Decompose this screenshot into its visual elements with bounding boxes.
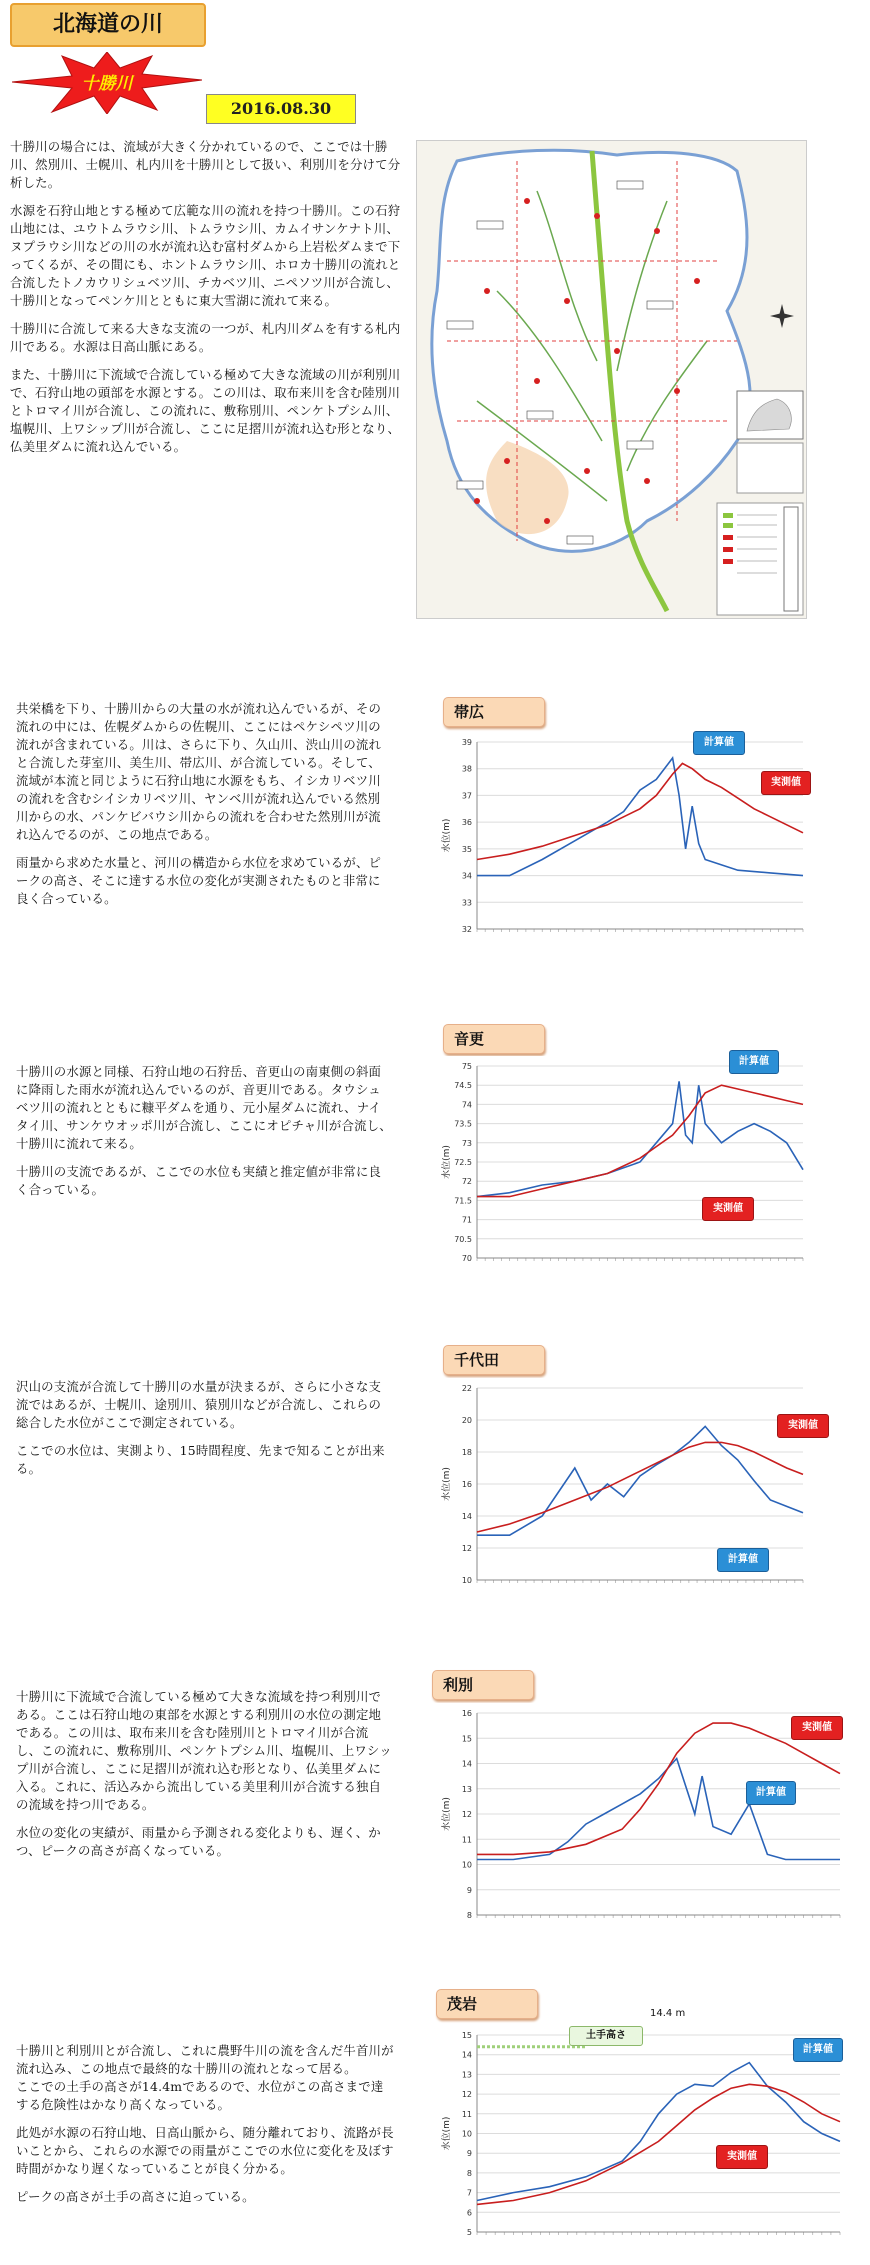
- section-obihiro-text: [16, 700, 392, 908]
- y-tick-label: 16: [461, 1709, 472, 1718]
- section-moiwa-text: [16, 2042, 396, 2206]
- section-paragraph: 十勝川に下流域で合流している極めて大きな流域を持つ利別川である。ここは石狩山地の東部を水源とする利別川の水位の測定地である。この川は、取布来川を含む陸別川とトロマイ川が合流し、この流れに、敷称別川、ペンケトプシム川、塩幌川、上ワシップ川が合流し、ここに足摺川が流れ込む形となり、仏美里ダムに入る。これに、活込みから流出している美里利川が合流する独自の流域を持つ川である。: [16, 1689, 392, 1812]
- y-tick-label: 73.5: [454, 1119, 472, 1129]
- y-tick-label: 70.5: [454, 1234, 472, 1244]
- chart-background: [435, 732, 813, 957]
- y-tick-label: 12: [461, 1544, 472, 1553]
- water-level-chart-chiyoda: [435, 1378, 813, 1608]
- section-paragraph: 十勝川と利別川とが合流し、これに農野牛川の流を含んだ牛首川が流れ込み、この地点で最終的な十勝川の流れとなって居る。: [16, 2043, 394, 2076]
- page-title: 北海道の川: [10, 3, 206, 47]
- section-paragraph: ここでの土手の高さが14.4mであるので、水位がこの高さまで達する危険性はかなり高くなっている。: [16, 2079, 384, 2112]
- chart-title-otofuke: 音更: [443, 1024, 545, 1054]
- basin-map-image: [417, 141, 806, 618]
- callout-calc-moiwa: 計算値: [793, 2038, 843, 2062]
- y-tick-label: 74: [461, 1100, 472, 1110]
- intro-paragraph: また、十勝川に下流域で合流している極めて大きな流域の川が利別川で、石狩山地の頭部を水源とする。この川は、取布来川を含む陸別川とトロマイ川が合流し、この流れに、敷称別川、ペンケトプシム川、塩幌川、上ワシップ川が合流し、ここに足摺川が流れ込む形となり、仏美里ダムに流れ込んでいる。: [10, 367, 401, 454]
- y-tick-label: 75: [461, 1062, 472, 1071]
- section-paragraph: 沢山の支流が合流して十勝川の水量が決まるが、さらに小さな支流ではあるが、士幌川、途別川、猿別川などが合流し、これらの総合した水位がここで測定されている。: [16, 1379, 382, 1430]
- y-tick-label: 35: [461, 844, 472, 854]
- y-tick-label: 74.5: [454, 1081, 472, 1091]
- callout-calc-obihiro: 計算値: [693, 731, 745, 755]
- y-tick-label: 33: [461, 898, 472, 908]
- chart-background: [435, 1703, 850, 1943]
- y-tick-label: 73: [461, 1138, 472, 1148]
- section-paragraph: 雨量から求めた水量と、河川の構造から水位を求めているが、ピークの高さ、そこに達する水位の変化が実測されたものと非常に良く合っている。: [16, 855, 382, 906]
- intro-text: [10, 138, 402, 456]
- y-axis-label: 水位(m): [442, 1145, 452, 1179]
- date-badge: 2016.08.30: [206, 94, 356, 124]
- y-tick-label: 12: [461, 2090, 472, 2100]
- y-tick-label: 34: [461, 871, 472, 881]
- y-tick-label: 10: [461, 1576, 472, 1585]
- y-tick-label: 14: [461, 2050, 472, 2060]
- section-paragraph: 十勝川の支流であるが、ここでの水位も実績と推定値が非常に良く合っている。: [16, 1164, 382, 1197]
- y-tick-label: 15: [461, 1734, 472, 1744]
- y-tick-label: 14: [461, 1512, 472, 1521]
- river-name-burst: [12, 52, 202, 114]
- water-level-chart-toshibetsu: [435, 1703, 850, 1943]
- y-tick-label: 11: [461, 1835, 472, 1845]
- river-name: 十勝川: [81, 74, 133, 94]
- section-paragraph: 水位の変化の実績が、雨量から予測される変化よりも、遅く、かつ、ピークの高さが高くなっている。: [16, 1825, 381, 1858]
- y-axis-label: 水位(m): [442, 818, 452, 853]
- chart-title-obihiro: 帯広: [443, 697, 545, 727]
- chart-title-moiwa: 茂岩: [436, 1989, 538, 2019]
- y-tick-label: 8: [466, 1911, 472, 1920]
- y-axis-label: 水位(m): [442, 1467, 452, 1501]
- y-tick-label: 7: [466, 2188, 472, 2198]
- y-tick-label: 15: [461, 2031, 472, 2040]
- basin-map: [416, 140, 807, 619]
- chart-background: [435, 1056, 813, 1286]
- section-paragraph: 此処が水源の石狩山地、日高山脈から、随分離れており、流路が長いことから、これらの水源での雨量がここでの水位に変化を及ぼす時間がかなり遅くなっていることが良く分かる。: [16, 2125, 394, 2176]
- y-tick-label: 12: [461, 1810, 472, 1819]
- y-axis-label: 水位(m): [442, 1797, 452, 1831]
- y-tick-label: 70: [461, 1254, 472, 1263]
- callout-calc-otofuke: 計算値: [729, 1050, 779, 1074]
- y-tick-label: 32: [461, 925, 472, 934]
- y-tick-label: 38: [461, 764, 472, 774]
- y-tick-label: 11: [461, 2109, 472, 2119]
- y-tick-label: 16: [461, 1480, 472, 1489]
- water-level-chart-moiwa: [435, 2025, 850, 2260]
- callout-levee-moiwa: 土手高さ: [569, 2026, 643, 2046]
- y-tick-label: 5: [466, 2228, 472, 2237]
- callout-actual-otofuke: 実測値: [702, 1197, 754, 1221]
- y-tick-label: 39: [461, 738, 472, 747]
- y-tick-label: 37: [461, 791, 472, 801]
- y-tick-label: 8: [466, 2168, 472, 2178]
- y-tick-label: 10: [461, 1860, 472, 1870]
- chart-title-chiyoda: 千代田: [443, 1345, 545, 1375]
- y-tick-label: 13: [461, 2070, 472, 2080]
- section-otofuke-text: [16, 1063, 392, 1199]
- section-toshibetsu-text: [16, 1688, 392, 1860]
- y-tick-label: 22: [461, 1384, 472, 1393]
- intro-paragraph: 十勝川の場合には、流域が大きく分かれているので、ここでは十勝川、然別川、士幌川、札内川を十勝川として扱い、利別川を分けて分析した。: [10, 139, 401, 190]
- water-level-chart-obihiro: [435, 732, 813, 957]
- section-paragraph: ここでの水位は、実測より、15時間程度、先まで知ることが出来る。: [16, 1443, 385, 1476]
- section-paragraph: ピークの高さが土手の高さに迫っている。: [16, 2189, 255, 2204]
- y-tick-label: 71.5: [454, 1196, 472, 1206]
- water-level-chart-otofuke: [435, 1056, 813, 1286]
- y-tick-label: 72: [461, 1177, 472, 1187]
- callout-actual-toshibetsu: 実測値: [791, 1716, 843, 1740]
- callout-calc-chiyoda: 計算値: [717, 1548, 769, 1572]
- callout-actual-obihiro: 実測値: [761, 771, 811, 795]
- callout-actual-chiyoda: 実測値: [777, 1414, 829, 1438]
- callout-actual-moiwa: 実測値: [716, 2145, 768, 2169]
- y-tick-label: 14: [461, 1759, 472, 1769]
- chart-background: [435, 2025, 850, 2260]
- y-tick-label: 6: [466, 2208, 472, 2218]
- callout-calc-toshibetsu: 計算値: [746, 1781, 796, 1805]
- section-chiyoda-text: [16, 1378, 392, 1478]
- y-tick-label: 13: [461, 1784, 472, 1794]
- y-tick-label: 18: [461, 1448, 472, 1457]
- y-tick-label: 71: [461, 1215, 472, 1225]
- y-tick-label: 20: [461, 1416, 472, 1425]
- y-tick-label: 9: [466, 1885, 472, 1895]
- y-axis-label: 水位(m): [442, 2116, 452, 2151]
- intro-paragraph: 水源を石狩山地とする極めて広範な川の流れを持つ十勝川。この石狩山地には、ユウトムラウシ川、トムラウシ川、カムイサンケナト川、ヌプラウシ川などの川の水が流れ込む富村ダムから上岩松ダムまで下ってくるが、その間にも、ホントムラウシ川、ホロカ十勝川の流れと合流したトノカウリシュベツ川、チカベツ川、ニペソツ川が合流し、十勝川となってペンケ川とともに東大雪湖に流れて来る。: [10, 203, 401, 308]
- chart-background: [435, 1378, 813, 1608]
- y-tick-label: 9: [466, 2149, 472, 2159]
- levee-value-label: 14.4 m: [650, 2008, 686, 2019]
- y-tick-label: 36: [461, 818, 472, 828]
- section-paragraph: 共栄橋を下り、十勝川からの大量の水が流れ込んでいるが、その流れの中には、佐幌ダムからの佐幌川、ここにはペケシペツ川の流れが含まれている。川は、さらに下り、久山川、渋山川の流れと合流した芽室川、美生川、帯広川、が合流している。そして、流域が本流と同じように石狩山地に水源をもち、イシカリベツ川の流れを含むシイシカリベツ川、ヤンベ川が流れ込んでいる然別川からの水、パンケビバウシ川からの流れを合わせた然別川が流れ込んでるのが、この地点である。: [16, 701, 382, 842]
- section-paragraph: 十勝川の水源と同様、石狩山地の石狩岳、音更山の南東側の斜面に降雨した雨水が流れ込んでいるのが、音更川である。タウシュベツ川の流れとともに糠平ダムを通り、元小屋ダムに流れ、ナイタイ川、サンケウオッポ川が合流し、ここにオピチャ川が合流し、十勝川に流れて来る。: [16, 1064, 392, 1151]
- intro-paragraph: 十勝川に合流して来る大きな支流の一つが、札内川ダムを有する札内川である。水源は日高山脈にある。: [10, 321, 401, 354]
- chart-title-toshibetsu: 利別: [432, 1670, 534, 1700]
- y-tick-label: 72.5: [454, 1158, 472, 1167]
- y-tick-label: 10: [461, 2129, 472, 2139]
